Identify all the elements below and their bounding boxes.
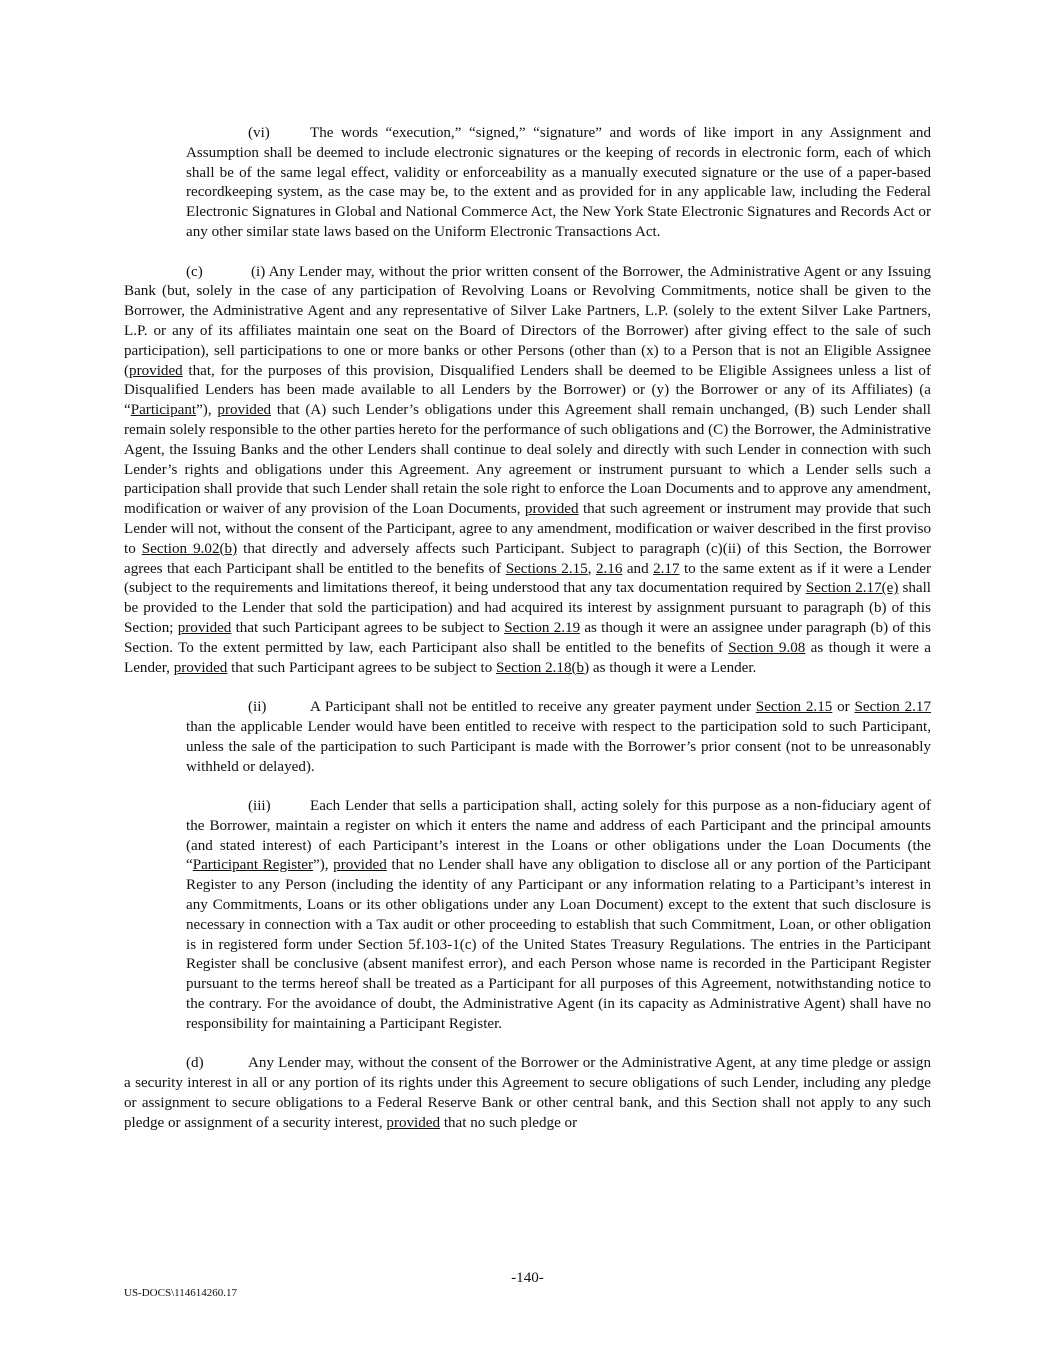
text-segment: that such Participant agrees to be subject to <box>231 619 505 636</box>
paragraph-label: (vi) <box>248 125 270 141</box>
text-segment: Any Lender may, without the consent of the Borrower or the Administrative Agent, at any time pledge or assign a security interest in all or any portion of its rights under this Agreement to secure obligations of such Lender, including any pledge or assignment to secure obligations to a Federal Reserve Bank or other central bank, and this Section shall not apply to any such pledge or assignment of a security interest, <box>124 1055 931 1131</box>
page-number: -140- <box>511 1270 544 1286</box>
text-segment: as though it were a Lender, <box>124 639 932 676</box>
text-segment: than the applicable Lender would have been entitled to receive with respect to the participation sold to such Participant, unless the sale of the participation to such Participant is made with the Borrower’s prior consent (not to be unreasonably withheld or delayed). <box>186 718 931 775</box>
text-segment: that such agreement or instrument may provide that such Lender will not, without the consent of the Participant, agree to any amendment, modification or waiver described in the first proviso to <box>124 501 931 557</box>
section-reference: Section 2.19 <box>504 619 581 636</box>
text-segment: that directly and adversely affects such Participant. Subject to paragraph (c)(ii) of this Section, the Borrower agrees that each Participant shall be entitled to the benefits of <box>124 540 932 577</box>
text-segment: , <box>587 560 596 577</box>
section-reference: 2.16 <box>595 560 623 577</box>
paragraph-label: (c) <box>186 263 203 280</box>
text-segment: as though it were an assignee under paragraph (b) of this Section. To the extent permitted by law, each Participant also shall be entitled to the benefits of <box>124 619 931 656</box>
text-segment: (i) Any Lender may, without the prior written consent of the Borrower, the Administrative Agent or any Issuing Bank (but, solely in the case of any participation of Revolving Loans or Revolving Commitments, notice shall be given to the Borrower, the Administrative Agent and any representative of Silver Lake Partners, L.P. (solely to the extent Silver Lake Partners, L.P. or any of its affiliates maintain one seat on the Board of Directors of the Borrower) after giving effect to the sale of such participation), sell participations to one or more banks or other Persons (other than (x) to a Person that is not an Eligible Assignee ( <box>124 263 931 379</box>
paragraph-ii <box>186 698 931 777</box>
section-reference: 2.17 <box>653 560 680 577</box>
text-segment: or <box>832 699 855 716</box>
defined-term: provided <box>129 362 183 379</box>
defined-term: provided <box>177 619 232 636</box>
section-reference: Section 2.18(b) <box>496 659 590 676</box>
paragraph-c <box>124 263 931 679</box>
defined-term: provided <box>173 659 228 676</box>
paragraph-vi <box>186 124 931 243</box>
defined-term: provided <box>333 857 387 874</box>
text-segment: that, for the purposes of this provision, Disqualified Lenders shall be deemed to be Eligible Assignees unless a list of Disqualified Lenders has been made available to all Lenders by the Borrower) or (y) the Borrower or any of its Affiliates) (a “ <box>124 362 931 419</box>
paragraph-label: (ii) <box>248 699 267 716</box>
defined-term: Participant <box>130 402 197 419</box>
paragraph-text: The words “execution,” “signed,” “signature” and words of like import in any Assignment and Assumption shall be deemed to include electronic signatures or the keeping of records in electronic form, each of which shall be of the same legal effect, validity or enforceability as a manually executed signature or the use of a paper-based recordkeeping system, as the case may be, to the extent and as provided for in any applicable law, including the Federal Electronic Signatures in Global and National Commerce Act, the New York State Electronic Signatures and Records Act or any other similar state laws based on the Uniform Electronic Transactions Act. <box>186 125 931 240</box>
paragraph-label: (d) <box>186 1055 204 1072</box>
document-id: US-DOCS\114614260.17 <box>124 1287 237 1299</box>
paragraph-label: (iii) <box>248 798 271 815</box>
paragraph-d <box>124 1054 931 1133</box>
section-reference: Section 2.17(e) <box>805 580 899 597</box>
text-segment: ”), <box>313 857 334 874</box>
text-segment: as though it were a Lender. <box>589 659 757 676</box>
section-reference: Section 9.02(b) <box>141 540 238 557</box>
text-segment: Each Lender that sells a participation shall, acting solely for this purpose as a non-fiduciary agent of the Borrower, maintain a register on which it enters the name and address of each Participant and the principal amounts (and stated interest) of each Participant’s interest in the Loans or other obligations under the Loan Documents (the “ <box>186 798 931 874</box>
defined-term: provided <box>386 1114 441 1131</box>
paragraph-iii <box>186 797 931 1035</box>
text-segment: and <box>622 560 654 577</box>
section-reference: Section 2.15 <box>755 699 833 716</box>
text-segment: A Participant shall not be entitled to receive any greater payment under <box>310 699 756 716</box>
section-reference: Section 2.17 <box>854 699 931 716</box>
text-segment: that (A) such Lender’s obligations under this Agreement shall remain unchanged, (B) such Lender shall remain solely responsible to the other parties hereto for the performance of such obligations and (C) the Borrower, the Administrative Agent, the Issuing Banks and the other Lenders shall continue to deal solely and directly with such Lender in connection with such Lender’s rights and obligations under this Agreement. Any agreement or instrument pursuant to which a Lender sells such a participation shall provide that such Lender shall retain the sole right to enforce the Loan Documents and to approve any amendment, modification or waiver of any provision of the Loan Documents, <box>124 402 932 518</box>
text-segment: that such Participant agrees to be subject to <box>227 659 497 676</box>
text-segment: ”), <box>196 402 218 419</box>
defined-term: Participant Register <box>192 857 314 874</box>
text-segment: to the same extent as if it were a Lender (subject to the requirements and limitations thereof, it being understood that any tax documentation required by <box>124 560 932 597</box>
text-segment: that no such pledge or <box>440 1114 578 1131</box>
section-reference: Section 9.08 <box>728 639 806 656</box>
defined-term: provided <box>217 402 272 419</box>
document-body <box>124 124 931 1153</box>
text-segment: that no Lender shall have any obligation to disclose all or any portion of the Participant Register to any Person (including the identity of any Participant or any information relating to a Participant’s interest in any Commitments, Loans or its other obligations under any Loan Document) except to the extent that such disclosure is necessary in connection with a Tax audit or other proceeding to establish that such Commitment, Loan, or other obligation is in registered form under Section 5f.103-1(c) of the United States Treasury Regulations. The entries in the Participant Register shall be conclusive (absent manifest error), and each Person whose name is recorded in the Participant Register pursuant to the terms hereof shall be treated as a Participant for all purposes of this Agreement, notwithstanding notice to the contrary. For the avoidance of doubt, the Administrative Agent (in its capacity as Administrative Agent) shall have no responsibility for maintaining a Participant Register. <box>186 857 931 1032</box>
section-reference: Sections 2.15 <box>505 560 588 577</box>
text-segment: shall be provided to the Lender that sold the participation) and had acquired its interest by assignment pursuant to paragraph (b) of this Section; <box>124 580 931 636</box>
defined-term: provided <box>524 501 579 518</box>
